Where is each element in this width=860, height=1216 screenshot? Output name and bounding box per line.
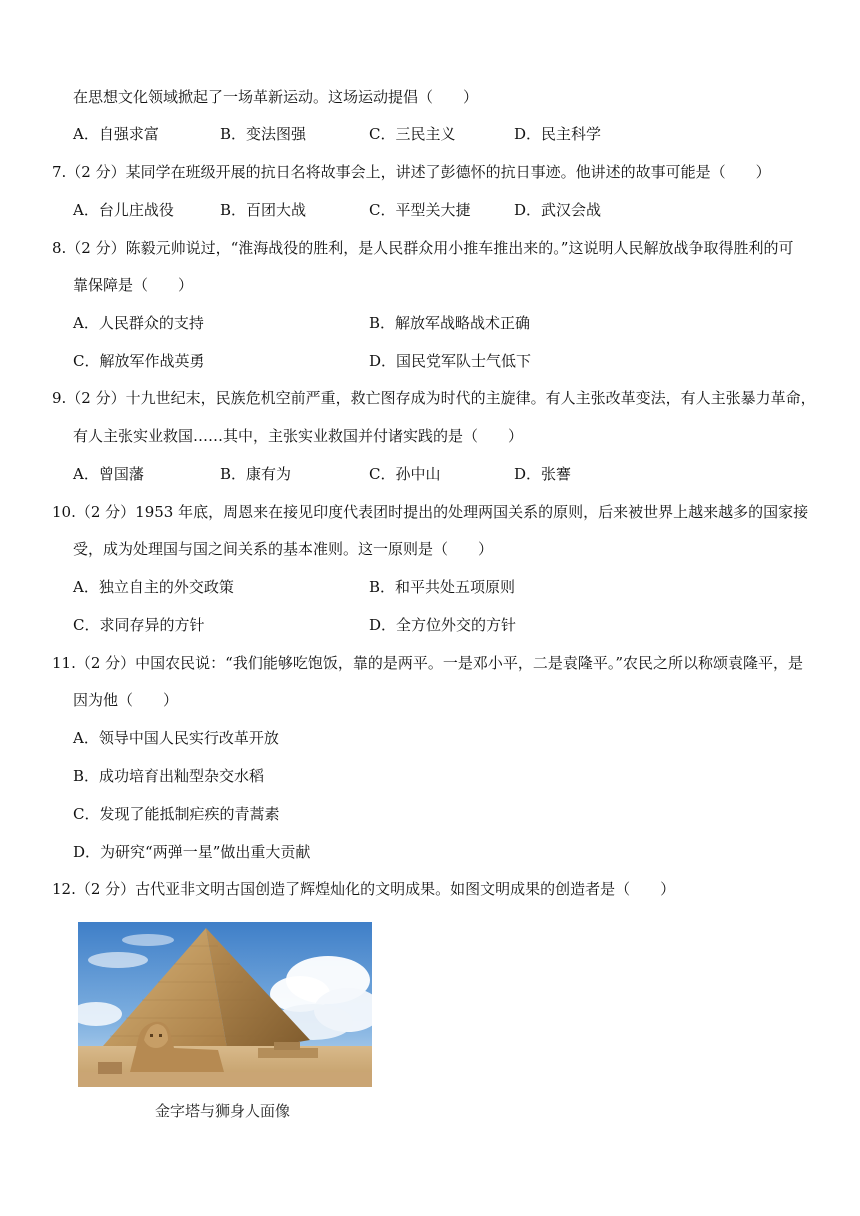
q10-stem-line2: 受，成为处理国与国之间关系的基本准则。这一原则是（ ） — [73, 540, 494, 558]
q11-option-a[interactable]: A．领导中国人民实行改革开放 — [73, 729, 279, 747]
q7-option-c[interactable]: C．平型关大捷 — [369, 201, 471, 219]
q7-option-d[interactable]: D．武汉会战 — [514, 201, 602, 219]
q11-option-d[interactable]: D．为研究“两弹一星”做出重大贡献 — [73, 843, 311, 861]
q10-stem-line1: 10.（2 分）1953 年底，周恩来在接见印度代表团时提出的处理两国关系的原则，后来被世界上越来越多的国家接 — [52, 503, 809, 521]
figure-caption: 金字塔与狮身人面像 — [155, 1102, 291, 1120]
q12-stem: 12.（2 分）古代亚非文明古国创造了辉煌灿化的文明成果。如图文明成果的创造者是（ ） — [52, 880, 676, 898]
q6-stem: 在思想文化领域掀起了一场革新运动。这场运动提倡（ ） — [73, 88, 479, 106]
pyramid-sphinx-photo — [78, 922, 372, 1087]
q8-stem-line2: 靠保障是（ ） — [73, 276, 194, 294]
q10-option-c[interactable]: C．求同存异的方针 — [73, 616, 205, 634]
q11-option-b[interactable]: B．成功培育出籼型杂交水稻 — [73, 767, 265, 785]
q11-stem-line2: 因为他（ ） — [73, 691, 179, 709]
q6-option-d[interactable]: D．民主科学 — [514, 125, 602, 143]
q8-option-c[interactable]: C．解放军作战英勇 — [73, 352, 205, 370]
q10-option-d[interactable]: D．全方位外交的方针 — [369, 616, 517, 634]
q8-option-d[interactable]: D．国民党军队士气低下 — [369, 352, 532, 370]
q8-option-b[interactable]: B．解放军战略战术正确 — [369, 314, 531, 332]
q10-option-b[interactable]: B．和平共处五项原则 — [369, 578, 516, 596]
q6-option-b[interactable]: B．变法图强 — [220, 125, 307, 143]
q9-option-a[interactable]: A．曾国藩 — [73, 465, 144, 483]
q9-option-c[interactable]: C．孙中山 — [369, 465, 441, 483]
q11-stem-line1: 11.（2 分）中国农民说：“我们能够吃饱饭，靠的是两平。一是邓小平，二是袁隆平。”农民之所以称颂袁隆平，是 — [52, 654, 804, 672]
q7-stem: 7.（2 分）某同学在班级开展的抗日名将故事会上，讲述了彭德怀的抗日事迹。他讲述的故事可能是（ ） — [52, 163, 771, 181]
q6-option-a[interactable]: A．自强求富 — [73, 125, 159, 143]
q9-option-b[interactable]: B．康有为 — [220, 465, 292, 483]
q6-option-c[interactable]: C．三民主义 — [369, 125, 456, 143]
q8-option-a[interactable]: A．人民群众的支持 — [73, 314, 204, 332]
q11-option-c[interactable]: C．发现了能抵制疟疾的青蒿素 — [73, 805, 280, 823]
q7-option-a[interactable]: A．台儿庄战役 — [73, 201, 174, 219]
q7-option-b[interactable]: B．百团大战 — [220, 201, 307, 219]
q8-stem-line1: 8.（2 分）陈毅元帅说过，“淮海战役的胜利，是人民群众用小推车推出来的。”这说明人民解放战争取得胜利的可 — [52, 239, 794, 257]
q9-stem-line1: 9.（2 分）十九世纪末，民族危机空前严重，救亡图存成为时代的主旋律。有人主张改革变法，有人主张暴力革命， — [52, 389, 816, 407]
q9-stem-line2: 有人主张实业救国……其中，主张实业救国并付诸实践的是（ ） — [73, 427, 524, 445]
q9-option-d[interactable]: D．张謇 — [514, 465, 572, 483]
q10-option-a[interactable]: A．独立自主的外交政策 — [73, 578, 234, 596]
